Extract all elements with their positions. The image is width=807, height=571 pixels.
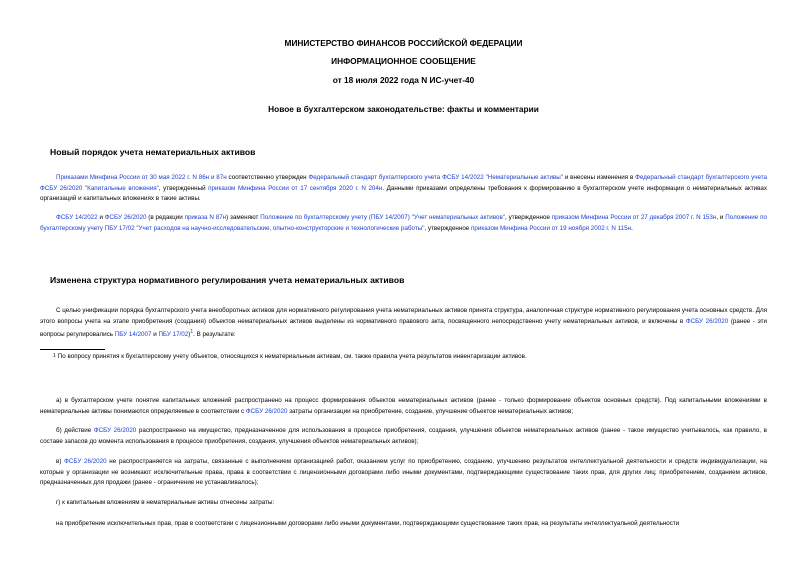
- link-orders-86n-87n[interactable]: Приказами Минфина России от 30 мая 2022 г. N 86н и 87н: [56, 174, 227, 181]
- paragraph: С целью унификации порядка бухгалтерского учета внеоборотных активов для нормативного регулирования учета нематериальных активов принята структура, аналогичная структуре нормативного регулирования учета основных средств. Для этого вопросы учета на этапе приобретения (создания) объектов нематериальных активов выделены из нормативного правового акта, посвященного непосредственно учету нематериальных активов, и включены в ФСБУ 26/2020 (ранее - эти вопросы регулировались ПБУ 14/2007 и ПБУ 17/02)$^1$. В результате:: [40, 307, 767, 339]
- link-order-87n[interactable]: приказа N 87н: [184, 214, 227, 221]
- footnote-divider: [40, 349, 105, 350]
- link-pbu-14-2007[interactable]: ПБУ 14/2007: [114, 331, 152, 339]
- footnote-text: По вопросу принятия к бухгалтерскому учету объектов, относящихся к нематериальным активам, см. также правила учета результатов инвентаризации активов.: [57, 353, 527, 360]
- paragraph: Приказами Минфина России от 30 мая 2022 г. N 86н и 87н соответственно утвержден Федеральный стандарт бухгалтерского учета ФСБУ 14/2022 "Нематериальные активы" и внесены изменения в Федеральный стандарт бухгалтерского учета ФСБУ 26/2020 "Капитальные вложения", утвержденный приказом Минфина России от 17 сентября 2020 г. N 204н. Данными приказами определены требования к формированию в бухгалтерском учете информации о нематериальных активах организаций и капитальных вложениях в такие активы.: [40, 174, 768, 202]
- link-pbu-17-02[interactable]: ПБУ 17/02: [158, 331, 189, 339]
- list-item-d-subitem: на приобретение исключительных прав, прав в соответствии с лицензионными договорами либо иными документами, подтверждающими существование таких прав, на результаты интеллектуальной деятельности: [56, 520, 680, 527]
- link-fsbu-26-2020[interactable]: ФСБУ 26/2020: [64, 458, 107, 465]
- ministry-heading: МИНИСТЕРСТВО ФИНАНСОВ РОССИЙСКОЙ ФЕДЕРАЦИИ: [284, 38, 523, 48]
- document-type: ИНФОРМАЦИОННОЕ СООБЩЕНИЕ: [331, 56, 476, 66]
- list-item-b: б) действие ФСБУ 26/2020 распространено на имущество, предназначенное для использования в процессе приобретения, создания, улучшения объектов нематериальных активов (ранее - такое имущество учитывалось, как правило, в составе запасов до момента использования в процессе приобретения, создания, улучшения объектов нематериальных активов);: [40, 427, 767, 445]
- footnote: [53, 351, 527, 362]
- link-pbu-14-2007[interactable]: Положение по бухгалтерскому учету (ПБУ 14/2007) "Учет нематериальных активов": [260, 214, 506, 221]
- list-item-d: г) к капитальным вложениям в нематериальные активы отнесены затраты:: [56, 499, 275, 506]
- link-fsbu-26-2020[interactable]: Федеральный стандарт бухгалтерского учета ФСБУ 26/2020 "Капитальные вложения": [40, 174, 768, 192]
- footnote-ref[interactable]: 1: [190, 329, 194, 335]
- section-heading-structure: Изменена структура нормативного регулирования учета нематериальных активов: [50, 275, 405, 285]
- link-fsbu-14-2022[interactable]: Федеральный стандарт бухгалтерского учета ФСБУ 14/2022 "Нематериальные активы": [308, 174, 563, 181]
- section-heading-new-order: Новый порядок учета нематериальных активов: [50, 147, 256, 157]
- link-fsbu-26-2020[interactable]: ФСБУ 26/2020: [104, 214, 147, 221]
- link-fsbu-14-2022[interactable]: ФСБУ 14/2022: [56, 214, 98, 221]
- link-pbu-17-02[interactable]: Положение по бухгалтерскому учету ПБУ 17/02 "Учет расходов на научно-исследовательские, опытно-конструкторские и технологические работы": [40, 214, 767, 232]
- link-order-204n[interactable]: приказом Минфина России от 17 сентября 2020 г. N 204н: [208, 184, 383, 192]
- document-title: Новое в бухгалтерском законодательстве: факты и комментарии: [268, 104, 539, 114]
- list-item-c: в) ФСБУ 26/2020 не распространяется на затраты, связанные с выполнением организацией работ, оказанием услуг по приобретению, созданию, улучшению результатов интеллектуальной деятельности и средств индивидуализации, на которые у организации не возникают исключительные права, права в соответствии с лицензионными договорами либо иными документами, подтверждающими существование таких прав, для других лиц; приобретением, созданием активов, предназначенных для продажи (ранее - ограничение не устанавливалось);: [40, 458, 767, 486]
- link-fsbu-26-2020[interactable]: ФСБУ 26/2020: [245, 407, 288, 415]
- list-item-a: а) в бухгалтерском учете понятие капитальных вложений распространено на процесс формирования объектов нематериальных активов (ранее - только формирование объектов основных средств). Под капитальными вложениями в нематериальные активы понимаются определяемые в соответствии с ФСБУ 26/2020 затраты организации на приобретение, создание, улучшение объектов нематериальных активов;: [40, 397, 767, 415]
- document-date-number: от 18 июля 2022 года N ИС-учет-40: [332, 75, 475, 85]
- link-fsbu-26-2020[interactable]: ФСБУ 26/2020: [685, 317, 729, 325]
- paragraph: ФСБУ 14/2022 и ФСБУ 26/2020 (в редакции приказа N 87н) заменяют Положение по бухгалтерскому учету (ПБУ 14/2007) "Учет нематериальных активов", утвержденное приказом Минфина России от 27 декабря 2007 г. N 153н, и Положение по бухгалтерскому учету ПБУ 17/02 "Учет расходов на научно-исследовательские, опытно-конструкторские и технологические работы", утвержденное приказом Минфина России от 19 ноября 2002 г. N 115н.: [40, 214, 767, 232]
- link-order-115n[interactable]: приказом Минфина России от 19 ноября 2002 г. N 115н: [471, 224, 632, 232]
- link-fsbu-26-2020[interactable]: ФСБУ 26/2020: [93, 427, 137, 434]
- footnote-mark: 1: [53, 353, 56, 359]
- link-order-153n[interactable]: приказом Минфина России от 27 декабря 2007 г. N 153н: [551, 214, 717, 221]
